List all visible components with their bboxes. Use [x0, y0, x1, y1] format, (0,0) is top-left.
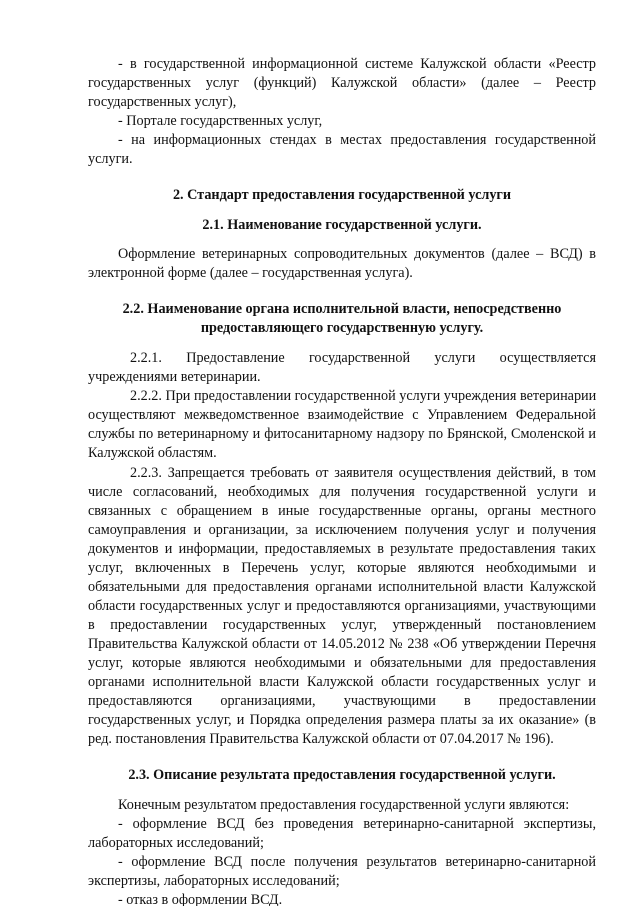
paragraph-2-2-3-line-12: органами исполнительной власти Калужской области государственных услуг и — [88, 674, 596, 690]
bullet-stands-line-2: услуги. — [88, 151, 133, 167]
subsection-heading-2-2-line-1: 2.2. Наименование органа исполнительной власти, непосредственно — [122, 301, 562, 317]
bullet-vsd-after-exam-line-2: экспертизы, лабораторных исследований; — [88, 873, 340, 889]
bullet-portal: - Портале государственных услуг, — [118, 113, 323, 129]
paragraph-2-3-intro: Конечным результатом предоставления государственной услуги являются: — [118, 797, 570, 813]
subsection-heading-2-3: 2.3. Описание результата предоставления государственной услуги. — [128, 767, 556, 783]
subsection-heading-2-1: 2.1. Наименование государственной услуги. — [202, 217, 482, 233]
paragraph-2-2-3-line-1: 2.2.3. Запрещается требовать от заявителя осуществления действий, в том — [130, 465, 596, 481]
bullet-registry-line-2: государственных услуг (функций) Калужской области» (далее – Реестр — [88, 75, 596, 91]
bullet-vsd-after-exam-line-1: - оформление ВСД после получения результатов ветеринарно-санитарной — [118, 854, 596, 870]
bullet-refusal: - отказ в оформлении ВСД. — [118, 892, 283, 906]
bullet-registry-line-1: - в государственной информационной системе Калужской области «Реестр — [118, 56, 596, 72]
bullet-vsd-no-exam-line-2: лабораторных исследований; — [88, 835, 264, 851]
paragraph-2-2-3-line-8: области государственных услуг и предоставляются организациями, участвующими — [88, 598, 596, 614]
paragraph-2-2-3-line-2: числе согласований, необходимых для получения государственной услуги и — [88, 484, 596, 500]
paragraph-2-2-2-line-3: службы по ветеринарному и фитосанитарному надзору по Брянской, Смоленской и — [88, 426, 596, 442]
paragraph-2-2-3-line-11: услуг, которые являются необходимыми и обязательными для предоставления — [88, 655, 596, 671]
paragraph-2-2-2-line-2: осуществляют межведомственное взаимодействие с Управлением Федеральной — [88, 407, 596, 423]
paragraph-2-2-3-line-5: документов и информации, предоставляемых в результате предоставления таких — [88, 541, 596, 557]
section-heading-2: 2. Стандарт предоставления государственной услуги — [172, 187, 512, 203]
paragraph-2-2-1-line-1: 2.2.1. Предоставление государственной услуги осуществляется — [130, 350, 596, 366]
paragraph-2-2-3-line-6: услуг, включенных в Перечень услуг, которые являются необходимыми и — [88, 560, 596, 576]
paragraph-2-2-3-line-14: государственных услуг, и Порядка определения размера платы за их оказание» (в — [88, 712, 596, 728]
subsection-heading-2-2-line-2: предоставляющего государственную услугу. — [200, 320, 484, 336]
paragraph-2-2-2-line-4: Калужской областям. — [88, 445, 217, 461]
paragraph-2-2-1-line-2: учреждениями ветеринарии. — [88, 369, 261, 385]
paragraph-2-2-3-line-9: в предоставлении государственных услуг, утвержденный постановлением — [88, 617, 596, 633]
paragraph-2-2-3-line-15: ред. постановления Правительства Калужской области от 07.04.2017 № 196). — [88, 731, 554, 747]
paragraph-2-1-line-1: Оформление ветеринарных сопроводительных документов (далее – ВСД) в — [118, 246, 596, 262]
bullet-vsd-no-exam-line-1: - оформление ВСД без проведения ветеринарно-санитарной экспертизы, — [118, 816, 596, 832]
paragraph-2-2-3-line-13: предоставляются организациями, участвующими в предоставлении — [88, 693, 596, 709]
bullet-stands-line-1: - на информационных стендах в местах предоставления государственной — [118, 132, 596, 148]
paragraph-2-2-3-line-4: самоуправления и организации, за исключением получения услуг и получения — [88, 522, 596, 538]
paragraph-2-2-2-line-1: 2.2.2. При предоставлении государственной услуги учреждения ветеринарии — [130, 388, 597, 404]
paragraph-2-1-line-2: электронной форме (далее – государственная услуга). — [88, 265, 413, 281]
paragraph-2-2-3-line-3: связанных с обращением в иные государственные органы, органы местного — [88, 503, 596, 519]
bullet-registry-line-3: государственных услуг), — [88, 94, 237, 110]
paragraph-2-2-3-line-7: обязательными для предоставления органами исполнительной власти Калужской — [88, 579, 596, 595]
paragraph-2-2-3-line-10: Правительства Калужской области от 14.05.2012 № 238 «Об утверждении Перечня — [88, 636, 596, 652]
